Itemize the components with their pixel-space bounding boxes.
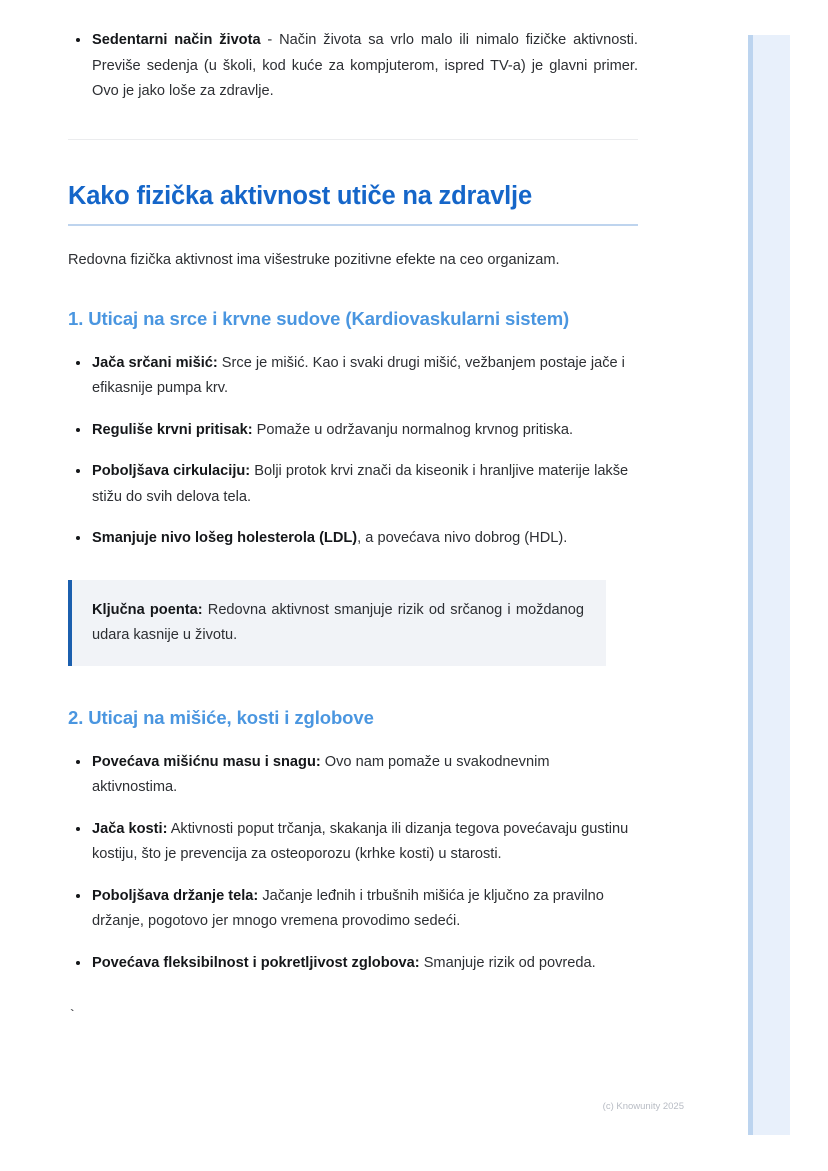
spacer	[68, 976, 638, 1006]
bullet-dot-icon	[76, 536, 80, 540]
callout-text: Redovna aktivnost smanjuje rizik od srčanog i moždanog udara kasnije u životu.	[92, 601, 584, 643]
key-point-callout	[68, 580, 606, 666]
page-title: Kako fizička aktivnost utiče na zdravlje	[68, 181, 532, 210]
callout-term: Ključna poenta:	[92, 601, 203, 618]
list-item-text: Smanjuje rizik od povreda.	[419, 954, 596, 971]
list-item	[68, 884, 638, 935]
spacer	[68, 226, 638, 248]
list-item	[68, 750, 638, 801]
bullet-dot-icon	[76, 469, 80, 473]
list-item-text: Jačanje leđnih i trbušnih mišića je ključno za pravilno držanje, pogotovo jer mnogo vremena provodimo sedeći.	[92, 887, 604, 929]
callout-text-block	[92, 598, 584, 648]
list-item-term: Poboljšava držanje tela:	[92, 887, 259, 904]
list-item	[68, 459, 638, 510]
list-item-text: , a povećava nivo dobrog (HDL).	[357, 530, 568, 546]
spacer	[68, 552, 638, 580]
list-item	[68, 526, 638, 552]
list-item-text: Srce je mišić. Kao i svaki drugi mišić, vežbanjem postaje jače i efikasnije pumpa krv.	[92, 354, 625, 396]
list-item-term: Poboljšava cirkulaciju:	[92, 463, 251, 479]
document-content	[68, 28, 638, 1026]
bullet-dot-icon	[76, 894, 80, 898]
spacer	[68, 730, 638, 750]
list-item	[68, 418, 638, 444]
list-item-text: Bolji protok krvi znači da kiseonik i hranljive materije lakše stižu do svih delova tela.	[92, 463, 629, 505]
list-item-term: Reguliše krvni pritisak:	[92, 421, 253, 438]
right-side-scroll-rail[interactable]	[748, 35, 790, 1135]
bullet-dot-icon	[76, 961, 80, 965]
main-heading-block	[68, 180, 638, 226]
section-2-bullet-list	[68, 750, 638, 977]
spacer	[68, 105, 638, 139]
section-heading-1: 1. Uticaj na srce i krvne sudove (Kardiovaskularni sistem)	[68, 307, 570, 329]
bullet-dot-icon	[76, 760, 80, 764]
spacer	[68, 666, 638, 706]
bullet-dot-icon	[76, 827, 80, 831]
list-item	[68, 951, 638, 977]
list-item	[68, 351, 638, 402]
section-1-bullet-list	[68, 351, 638, 552]
list-item-term: Jača srčani mišić:	[92, 354, 218, 371]
list-item-text: - Način života sa vrlo malo ili nimalo fizičke aktivnosti. Previše sedenja (u školi, kod kuće za kompjuterom, ispred TV-a) je glavni primer. Ovo je jako loše za zdravlje.	[92, 32, 638, 99]
section-heading-2: 2. Uticaj na mišiće, kosti i zglobove	[68, 706, 374, 728]
list-item-term: Sedentarni način života	[92, 32, 261, 48]
list-item	[68, 28, 638, 105]
list-item-term: Povećava fleksibilnost i pokretljivost zglobova:	[92, 954, 420, 971]
list-item-text: Aktivnosti poput trčanja, skakanja ili dizanja tegova povećavaju gustinu kostiju, što je prevencija za osteoporozu (krhke kosti) u starosti.	[92, 820, 629, 862]
spacer	[68, 273, 638, 307]
spacer	[68, 331, 638, 351]
trailing-backtick-mark: `	[68, 1008, 77, 1024]
intro-paragraph: Redovna fizička aktivnost ima višestruke pozitivne efekte na ceo organizam.	[68, 251, 560, 268]
list-item	[68, 817, 638, 868]
intro-bullet-list	[68, 28, 638, 105]
list-item-term: Povećava mišićnu masu i snagu:	[92, 753, 321, 770]
spacer	[68, 140, 638, 180]
scrollbar-thumb[interactable]	[748, 35, 753, 1135]
list-item-text: Ovo nam pomaže u svakodnevnim aktivnostima.	[92, 753, 550, 795]
list-item-text: Pomaže u održavanju normalnog krvnog pritiska.	[252, 421, 574, 438]
bullet-dot-icon	[76, 428, 80, 432]
bullet-dot-icon	[76, 361, 80, 365]
bullet-dot-icon	[76, 38, 80, 42]
footer-credit: (c) Knowunity 2025	[602, 1101, 684, 1112]
list-item-term: Smanjuje nivo lošeg holesterola (LDL)	[92, 530, 358, 546]
list-item-term: Jača kosti:	[92, 820, 168, 837]
